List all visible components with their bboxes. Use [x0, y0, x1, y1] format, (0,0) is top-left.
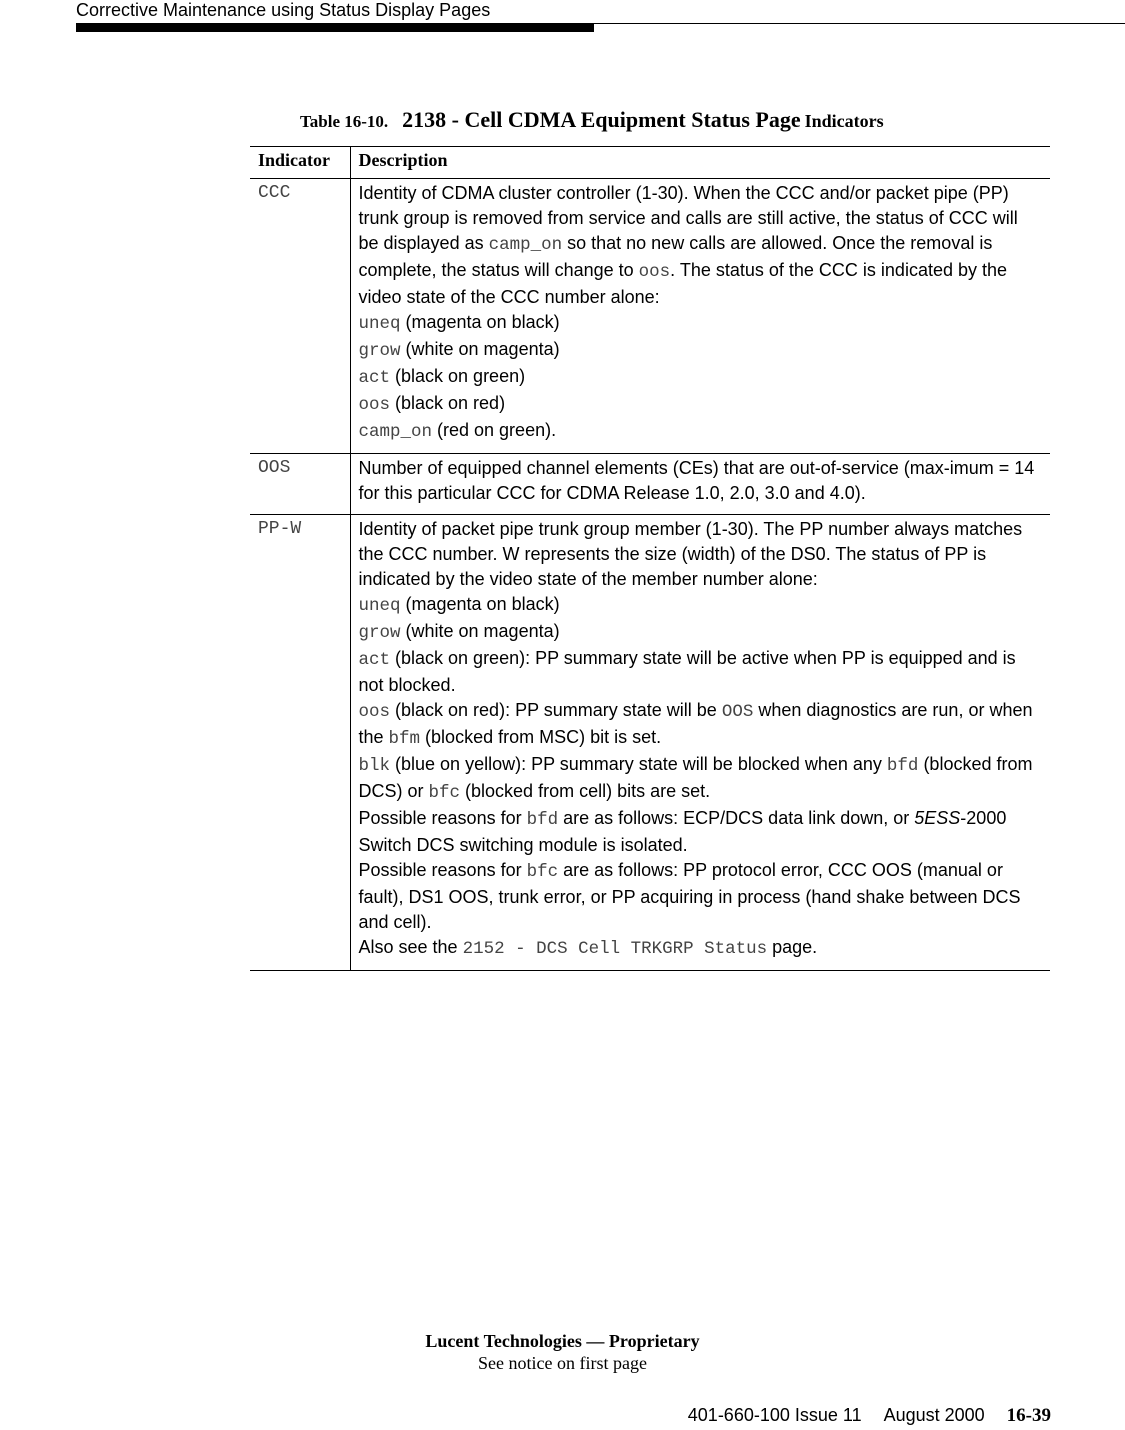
- indicator-table: [250, 146, 1050, 971]
- footer-date: August 2000: [883, 1405, 985, 1425]
- description-text: (red on green).: [432, 420, 557, 440]
- description-text: when diagnostics are run, or when the: [358, 700, 1033, 747]
- code-term: uneq: [358, 596, 401, 616]
- description-line: [359, 592, 1043, 619]
- running-head: Corrective Maintenance using Status Display Pages: [76, 0, 491, 20]
- description-line: [359, 337, 1043, 364]
- description-text: so that no new calls are allowed. Once the removal is complete, the status will change to: [358, 233, 993, 280]
- code-term: blk: [358, 756, 391, 776]
- description-line: [359, 418, 1043, 445]
- table-caption-label: Table 16-10.: [300, 112, 389, 131]
- description-text: Number of equipped channel elements (CEs) that are out-of-service (max-imum = 14 for this particular CCC for CDMA Release 1.0, 2.0, 3.0 and 4.0).: [358, 458, 1035, 503]
- indicator-cell: OOS: [250, 454, 350, 515]
- description-line: [359, 310, 1043, 337]
- description-text: (black on red): [390, 393, 506, 413]
- description-line: [359, 456, 1043, 506]
- description-text: -2000 Switch DCS switching module is isolated.: [358, 808, 1007, 855]
- footer-doc-id: 401-660-100 Issue 11: [687, 1405, 862, 1425]
- page-number: 16-39: [1006, 1405, 1051, 1426]
- header-rule-thick: [76, 24, 594, 32]
- indicator-cell: CCC: [250, 179, 350, 454]
- footer-company: Lucent Technologies — Proprietary: [425, 1331, 700, 1351]
- description-text: (black on green): [390, 366, 526, 386]
- description-line: [359, 391, 1043, 418]
- description-text: (black on red): PP summary state will be: [390, 700, 722, 720]
- description-line: [359, 517, 1043, 592]
- table-header-row: [250, 147, 1050, 179]
- table-caption-title: 2138 - Cell CDMA Equipment Status Page: [402, 107, 801, 132]
- description-text: are as follows: ECP/DCS data link down, or: [558, 808, 915, 828]
- description-line: [359, 752, 1043, 806]
- table-row: [250, 515, 1050, 971]
- code-term: grow: [358, 623, 401, 643]
- code-term: camp_on: [358, 422, 433, 442]
- code-term: oos: [638, 262, 671, 282]
- description-text: (blocked from cell) bits are set.: [460, 781, 711, 801]
- code-term: uneq: [358, 314, 401, 334]
- footer-notice: See notice on first page: [478, 1353, 647, 1373]
- code-term: act: [358, 650, 391, 670]
- description-text: (magenta on black): [400, 594, 560, 614]
- code-term: 2152 - DCS Cell TRKGRP Status: [462, 939, 768, 959]
- description-text: (blocked from MSC) bit is set.: [420, 727, 662, 747]
- description-line: [359, 619, 1043, 646]
- code-term: OOS: [721, 702, 754, 722]
- column-header-indicator: Indicator: [250, 147, 350, 179]
- code-term: bfd: [526, 810, 559, 830]
- description-line: [359, 858, 1043, 935]
- description-text: (white on magenta): [400, 621, 560, 641]
- code-term: grow: [358, 341, 401, 361]
- description-line: [359, 806, 1043, 858]
- description-text: (white on magenta): [400, 339, 560, 359]
- table-caption-suffix: Indicators: [804, 111, 884, 131]
- description-line: [359, 646, 1043, 698]
- indicator-cell: PP-W: [250, 515, 350, 971]
- code-term: bfd: [886, 756, 919, 776]
- description-line: [359, 935, 1043, 962]
- description-cell: [350, 515, 1050, 971]
- column-header-description: Description: [358, 150, 448, 170]
- code-term: act: [358, 368, 391, 388]
- code-term: bfm: [388, 729, 421, 749]
- description-line: [359, 181, 1043, 310]
- description-text: . The status of the CCC is indicated by the video state of the CCC number alone:: [358, 260, 1008, 307]
- code-term: oos: [358, 702, 391, 722]
- description-line: [359, 698, 1043, 752]
- code-term: bfc: [526, 862, 559, 882]
- table-caption: [300, 106, 884, 137]
- description-text: page.: [767, 937, 818, 957]
- code-term: camp_on: [488, 235, 563, 255]
- footer-doc-info: [688, 1404, 1051, 1427]
- description-text: Identity of packet pipe trunk group member (1-30). The PP number always matches the CCC number. W represents the size (width) of the DS0. The status of PP is indicated by the video state of the member number alone:: [358, 519, 1023, 589]
- description-text: (blocked from DCS) or: [358, 754, 1033, 801]
- description-text: (blue on yellow): PP summary state will be blocked when any: [390, 754, 887, 774]
- description-text: Identity of CDMA cluster controller (1-30). When the CCC and/or packet pipe (PP) trunk group is removed from service and calls are still active, the status of CCC will be displayed as: [358, 183, 1018, 253]
- description-cell: [350, 179, 1050, 454]
- description-text: Possible reasons for: [358, 808, 527, 828]
- description-cell: [350, 454, 1050, 515]
- description-line: [359, 364, 1043, 391]
- table-row: [250, 179, 1050, 454]
- description-text: Also see the: [358, 937, 463, 957]
- description-text: (magenta on black): [400, 312, 560, 332]
- description-text: 5ESS: [914, 808, 961, 828]
- table-row: [250, 454, 1050, 515]
- code-term: oos: [358, 395, 391, 415]
- description-text: are as follows: PP protocol error, CCC OOS (manual or fault), DS1 OOS, trunk error, or PP acquiring in process (hand shake between DCS and cell).: [358, 860, 1021, 932]
- description-text: (black on green): PP summary state will be active when PP is equipped and is not blocked.: [358, 648, 1016, 695]
- description-text: Possible reasons for: [358, 860, 527, 880]
- code-term: bfc: [428, 783, 461, 803]
